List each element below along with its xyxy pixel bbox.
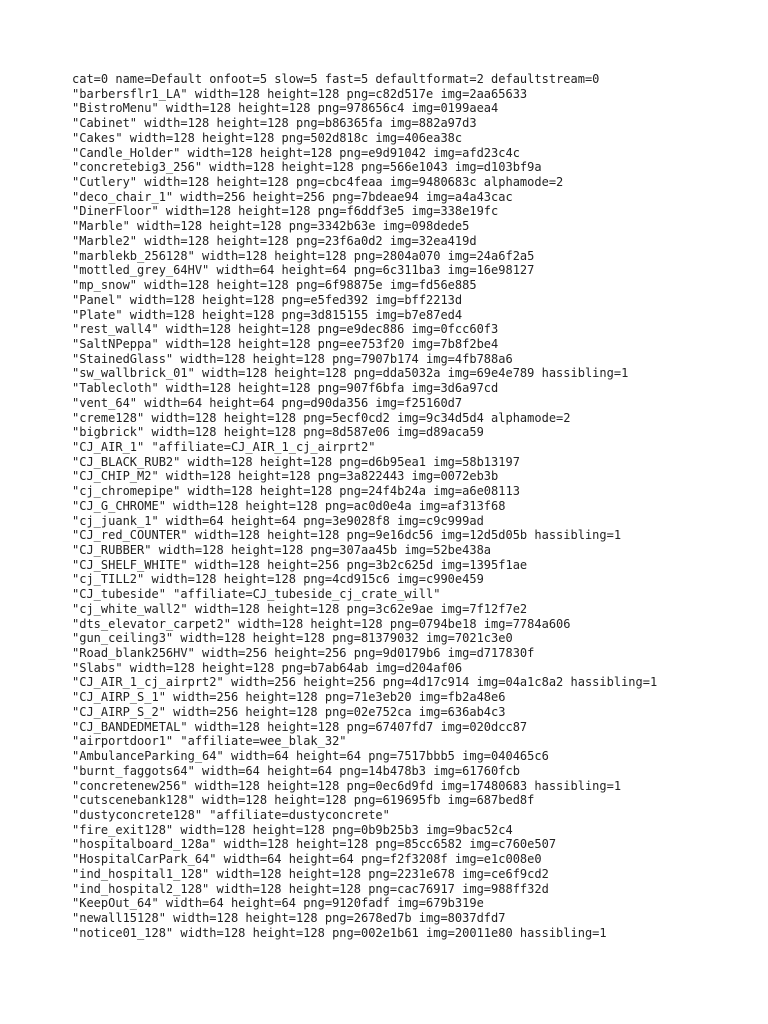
document-line: "hospitalboard_128a" width=128 height=128 png=85cc6582 img=c760e507 (72, 837, 557, 852)
document-line: "CJ_AIR_1_cj_airprt2" width=256 height=256 png=4d17c914 img=04a1c8a2 hassibling=1 (72, 675, 658, 690)
document-line: "Road_blank256HV" width=256 height=256 png=9d0179b6 img=d717830f (72, 646, 535, 661)
document-line: "bigbrick" width=128 height=128 png=8d587e06 img=d89aca59 (72, 425, 484, 440)
document-line: "CJ_RUBBER" width=128 height=128 png=307aa45b img=52be438a (72, 543, 492, 557)
document-line: "CJ_BANDEDMETAL" width=128 height=128 png=67407fd7 img=020dcc87 (72, 719, 528, 734)
document-line: "mp_snow" width=128 height=128 png=6f98875e img=fd56e885 (72, 278, 477, 293)
document-text (72, 72, 752, 940)
document-line: "gun_ceiling3" width=128 height=128 png=81379032 img=7021c3e0 (72, 631, 513, 646)
document-line: "Cakes" width=128 height=128 png=502d818c img=406ea38c (72, 130, 463, 145)
document-line: "newall15128" width=128 height=128 png=2678ed7b img=8037dfd7 (72, 910, 506, 925)
document-line: "fire_exit128" width=128 height=128 png=0b9b25b3 img=9bac52c4 (72, 822, 513, 837)
document-line: "ind_hospital2_128" width=128 height=128 png=cac76917 img=988ff32d (72, 881, 549, 896)
document-line: "Tablecloth" width=128 height=128 png=907f6bfa img=3d6a97cd (72, 381, 499, 396)
document-line: "creme128" width=128 height=128 png=5ecf0cd2 img=9c34d5d4 alphamode=2 (72, 410, 571, 425)
document-line: "SaltNPeppa" width=128 height=128 png=ee753f20 img=7b8f2be4 (72, 336, 499, 351)
document-line: "Slabs" width=128 height=128 png=b7ab64ab img=d204af06 (72, 660, 463, 675)
document-line: "marblekb_256128" width=128 height=128 png=2804a070 img=24a6f2a5 (72, 248, 535, 263)
document-line: "Candle_Holder" width=128 height=128 png=e9d91042 img=afd23c4c (72, 145, 520, 160)
document-line: "CJ_BLACK_RUB2" width=128 height=128 png=d6b95ea1 img=58b13197 (72, 454, 520, 469)
document-line: "ind_hospital1_128" width=128 height=128 png=2231e678 img=ce6f9cd2 (72, 866, 549, 881)
document-line: "HospitalCarPark_64" width=64 height=64 png=f2f3208f img=e1c008e0 (72, 852, 542, 867)
document-line: "CJ_AIR_1" "affiliate=CJ_AIR_1_cj_airprt2" (72, 439, 376, 454)
document-line: "Cutlery" width=128 height=128 png=cbc4feaa img=9480683c alphamode=2 (72, 175, 564, 190)
document-line: "CJ_G_CHROME" width=128 height=128 png=ac0d0e4a img=af313f68 (72, 498, 506, 513)
document-line: "Cabinet" width=128 height=128 png=b86365fa img=882a97d3 (72, 116, 477, 131)
document-line: "AmbulanceParking_64" width=64 height=64 png=7517bbb5 img=040465c6 (72, 749, 549, 764)
document-line: "concretebig3_256" width=128 height=128 png=566e1043 img=d103bf9a (72, 160, 542, 175)
document-line: "CJ_tubeside" "affiliate=CJ_tubeside_cj_crate_will" (72, 587, 441, 602)
document-line: "notice01_128" width=128 height=128 png=002e1b61 img=20011e80 hassibling=1 (72, 925, 607, 940)
document-line: "sw_wallbrick_01" width=128 height=128 png=dda5032a img=69e4e789 hassibling=1 (72, 366, 629, 381)
document-line: "CJ_AIRP_S_1" width=256 height=128 png=71e3eb20 img=fb2a48e6 (72, 690, 506, 705)
document-line: "cj_chromepipe" width=128 height=128 png=24f4b24a img=a6e08113 (72, 484, 520, 499)
document-line: "cj_white_wall2" width=128 height=128 png=3c62e9ae img=7f12f7e2 (72, 601, 528, 616)
document-line: "Marble" width=128 height=128 png=3342b63e img=098dede5 (72, 219, 470, 234)
document-line: "vent_64" width=64 height=64 png=d90da356 img=f25160d7 (72, 395, 463, 410)
document-line: "dustyconcrete128" "affiliate=dustyconcrete" (72, 807, 390, 822)
document-line: "BistroMenu" width=128 height=128 png=978656c4 img=0199aea4 (72, 101, 499, 116)
document-line: "burnt_faggots64" width=64 height=64 png=14b478b3 img=61760fcb (72, 763, 520, 778)
document-line: "CJ_red_COUNTER" width=128 height=128 png=9e16dc56 img=12d5d05b hassibling=1 (72, 528, 622, 543)
document-line: "CJ_SHELF_WHITE" width=128 height=256 png=3b2c625d img=1395f1ae (72, 557, 528, 572)
document-line: "mottled_grey_64HV" width=64 height=64 png=6c311ba3 img=16e98127 (72, 263, 535, 278)
document-line: "barbersflr1_LA" width=128 height=128 png=c82d517e img=2aa65633 (72, 86, 528, 101)
document-line: "airportdoor1" "affiliate=wee_blak_32" (72, 734, 347, 749)
document-line: "dts_elevator_carpet2" width=128 height=128 png=0794be18 img=7784a606 (72, 616, 571, 631)
document-line: "deco_chair_1" width=256 height=256 png=7bdeae94 img=a4a43cac (72, 189, 513, 204)
document-line: "cj_juank_1" width=64 height=64 png=3e9028f8 img=c9c999ad (72, 513, 484, 528)
document-line: "cutscenebank128" width=128 height=128 png=619695fb img=687bed8f (72, 793, 535, 808)
document-line: "DinerFloor" width=128 height=128 png=f6ddf3e5 img=338e19fc (72, 204, 499, 219)
document-line: "KeepOut_64" width=64 height=64 png=9120fadf img=679b319e (72, 896, 484, 911)
document-line: "rest_wall4" width=128 height=128 png=e9dec886 img=0fcc60f3 (72, 322, 499, 337)
document-line: cat=0 name=Default onfoot=5 slow=5 fast=5 defaultformat=2 defaultstream=0 (72, 72, 600, 86)
document-line: "Plate" width=128 height=128 png=3d815155 img=b7e87ed4 (72, 307, 463, 322)
document-line: "CJ_CHIP_M2" width=128 height=128 png=3a822443 img=0072eb3b (72, 469, 499, 484)
document-line: "Marble2" width=128 height=128 png=23f6a0d2 img=32ea419d (72, 233, 477, 248)
document-line: "CJ_AIRP_S_2" width=256 height=128 png=02e752ca img=636ab4c3 (72, 704, 506, 719)
document-line: "cj_TILL2" width=128 height=128 png=4cd915c6 img=c990e459 (72, 572, 484, 587)
document-line: "StainedGlass" width=128 height=128 png=7907b174 img=4fb788a6 (72, 351, 513, 366)
document-line: "concretenew256" width=128 height=128 png=0ec6d9fd img=17480683 hassibling=1 (72, 778, 622, 793)
document-line: "Panel" width=128 height=128 png=e5fed392 img=bff2213d (72, 292, 463, 307)
